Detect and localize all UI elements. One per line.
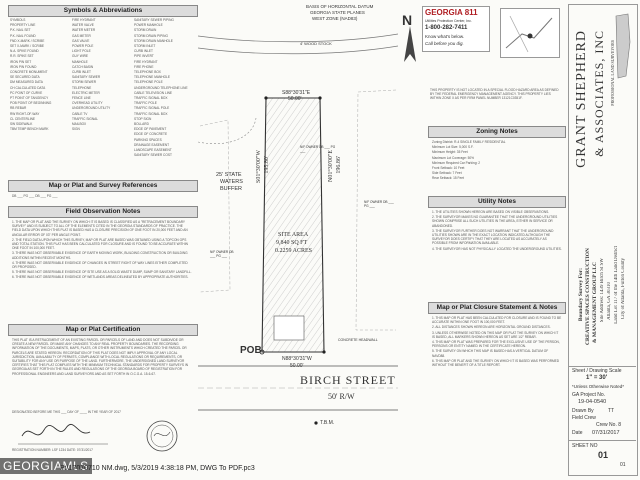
project-no-label: GA Project No. — [572, 392, 606, 398]
zoning-list — [432, 140, 562, 192]
symbol-row: SYMBOLS — [10, 18, 26, 22]
tbm-marker-icon — [314, 421, 317, 424]
field-note: 2. THE FIELD DATA UPON WHICH THIS SURVEY, MAP OR PLAT ARE BASED WAS OBTAINED USING A TOPCON GPS AND TOTAL STATION. THIS PLAT HAS BEEN CALCULATED FOR CLOSURE AND IS FOUND TO BE ACCURATE WITHIN ONE FOOT IN 100,000 FEET. — [12, 237, 188, 251]
symbols-column-1 — [10, 18, 70, 164]
bearing-left: S01°30'00"W — [256, 150, 262, 183]
references-text: DB ___ PG ___ DB ___ PG ___ — [12, 194, 58, 198]
project-line-3: & MANAGEMENT GROUP LLC — [592, 262, 598, 344]
symbol-row: PT POINT OF TANGENCY — [10, 96, 49, 101]
north-arrow-icon — [400, 26, 420, 66]
utility-title: Utility Notes — [428, 196, 566, 208]
symbols-column-3 — [134, 18, 196, 164]
symbol-row: TELEPHONE POLE — [134, 80, 163, 85]
sheet-no: 01 — [598, 450, 609, 460]
sheet-of: 01 — [620, 462, 626, 468]
bearing-bottom: N88°30'31"W — [282, 356, 312, 362]
project-no: 19-04-0540 — [578, 399, 607, 405]
symbol-row: TRAFFIC SIGNAL — [72, 116, 99, 121]
symbol-row: STORM DRAIN — [134, 28, 157, 33]
building-footprint — [274, 316, 304, 340]
symbol-row: STORM INLET — [134, 44, 156, 49]
symbol-row: TRAFFIC SIGNAL POLE — [134, 106, 170, 111]
symbol-row: PARKING SPACES — [134, 137, 162, 142]
drawn-label: Drawn By — [572, 408, 594, 414]
zoning-item: Minimum Height: 35 Feet — [432, 150, 468, 155]
symbol-row: SET X-MARK / SCRIBE — [10, 44, 44, 49]
symbol-row: SE SECURED DATA — [10, 75, 40, 80]
project-line-5: Atlanta, GA 30310 — [607, 282, 612, 320]
plat-cert-text: THIS PLAT IS A RETRACEMENT OF AN EXISTING PARCEL OR PARCELS OF LAND AND DOES NOT SUBDIVIDE OR CREATE A NEW PARCEL OR MAKE ANY CHANGES TO ANY REAL PROPERTY BOUNDARIES. THE RECORDING INFORMATION OF THE DOCUMENTS, MAPS, PLATS, OR OTHER INSTRUMENTS WHICH CREATED THE PARCEL OR PARCELS ARE STATED HEREON. RECORDATION OF THIS PLAT DOES NOT IMPLY APPROVAL OF ANY LOCAL JURISDICTION, AVAILABILITY OF PERMITS, COMPLIANCE WITH LOCAL REGULATIONS OR REQUIREMENTS, OR SUITABILITY FOR ANY USE OR PURPOSE OF THE LAND. FURTHERMORE, THE UNDERSIGNED LAND SURVEYOR CERTIFIES THAT THIS PLAT COMPLIES WITH THE MINIMUM TECHNICAL STANDARDS FOR PROPERTY SURVEYS IN GEORGIA AS SET FORTH IN THE RULES AND REGULATIONS OF THE GEORGIA BOARD OF REGISTRATION FOR PROFESSIONAL ENGINEERS AND LAND SURVEYORS AND AS SET FORTH IN O.C.G.A. 15-6-67. — [12, 338, 189, 376]
site-location-icon — [528, 34, 533, 39]
symbol-row: MAILBOX — [72, 122, 87, 127]
buffer-label-3: BUFFER — [220, 186, 242, 192]
neighbor-east: N/F OWNER DB ___ PG ___ — [364, 200, 394, 208]
dist-right: 196.86' — [336, 156, 342, 174]
dist-left: 195.80' — [264, 156, 270, 174]
flood-note: THIS PROPERTY IS NOT LOCATED IN A SPECIAL FLOOD HAZARD AREA AS DEFINED BY THE FEDERAL EMERGENCY MANAGEMENT AGENCY. THIS PROPERTY LIES WITHIN ZONE X AS PER FIRM PANEL NUMBER 13121C0351F. — [430, 88, 559, 101]
plat-cert-title: Map or Plat Certification — [8, 324, 198, 336]
symbol-row: FIRE PHONE — [134, 64, 154, 69]
company-name-1: GRANT SHEPHERD — [574, 30, 589, 168]
date-label: Date — [572, 430, 583, 436]
field-note: 1. THE MAP OR PLAT AND THE SURVEY ON WHICH IT IS BASED IS CLASSIFIED AS A "RETRACEMENT BOUNDARY SURVEY" AND IS SUBJECT TO ALL OF THE ELEMENTS CITED IN THE GEORGIA STANDARDS OF PRACTICE. THE FIELD DATA UPON WHICH THIS PLAT IS BASED HAS A CLOSURE PRECISION OF ONE FOOT IN 20,000 FEET AND AN ANGULAR ERROR OF 03" PER ANGLE POINT. — [12, 220, 188, 237]
symbol-row: FIRE HYDRANT — [134, 59, 158, 64]
utility-note: 1. THE UTILITIES SHOWN HEREON ARE BASED ON VISIBLE OBSERVATIONS. — [432, 210, 550, 214]
surveyor-signature-icon — [22, 424, 90, 436]
symbol-row: EDGE OF PAVEMENT — [134, 127, 167, 132]
georgia-state-icon — [614, 12, 632, 82]
buffer-label-2: WATERS — [220, 179, 243, 185]
closure-title: Map or Plat Closure Statement & Notes — [428, 302, 566, 314]
zoning-item: Rear Setback: 15 Feet — [432, 176, 464, 181]
utility-notes — [432, 210, 562, 298]
symbol-row: R.R. SPIKE SET — [10, 54, 34, 59]
concrete-label: CONCRETE HEADWALL — [338, 338, 378, 342]
references-title: Map or Plat and Survey References — [8, 180, 198, 192]
scale-note: *Unless Otherwise Noted* — [572, 384, 625, 389]
symbol-row: SANITARY SEWER COST — [134, 153, 172, 158]
field-note: 3. THERE WAS NOT OBSERVABLE EVIDENCE OF EARTH MOVING WORK, BUILDING CONSTRUCTION OR BUILDING ADDITIONS WITHIN RECENT MONTHS. — [12, 251, 188, 260]
symbol-row: GAS METER — [72, 33, 91, 38]
symbol-row: CH CALCULATED DATA — [10, 85, 46, 90]
closure-note: 1. THIS MAP OR PLAT HAS BEEN CALCULATED FOR CLOSURE AND IS FOUND TO BE ACCURATE WITHIN ONE FOOT IN 100,000 FEET. — [432, 316, 562, 325]
symbol-row: SANITARY SEWER — [72, 75, 101, 80]
sheet-size-label: Sheet / Drawing Scale — [572, 368, 622, 374]
symbol-row: RW RIGHT-OF-WAY — [10, 111, 40, 116]
symbol-row: POWER POLE — [72, 44, 94, 49]
symbol-row: FENCE LINE — [72, 96, 91, 101]
symbol-row: BOLLARD — [134, 122, 149, 127]
symbol-row: RB REBAR — [10, 106, 27, 111]
symbol-row: TRAFFIC SIGNAL BOX — [134, 111, 168, 116]
corner-pin-icon — [318, 96, 321, 99]
surveyor-seal-icon — [147, 421, 177, 451]
plat-cert-date: DESIGNATED BEFORE ME THIS ___ DAY OF ____ IN THE YEAR OF 2017 — [12, 410, 121, 414]
street-name: BIRCH STREET — [300, 373, 396, 387]
symbol-row: CURB INLET — [72, 70, 91, 75]
symbol-row: PC POINT OF CURVE — [10, 90, 43, 95]
symbol-row: STORM DRAIN MANHOLE — [134, 38, 173, 43]
dist-bottom: 50.00' — [290, 363, 304, 369]
project-line-1: Boundary Survey For: — [578, 268, 584, 322]
site-area-line-2: 9,840 SQ FT — [276, 240, 308, 246]
basis-line-2: GEORGIA STATE PLANES — [310, 10, 365, 15]
symbol-row: POB POINT OF BEGINNING — [10, 101, 52, 106]
symbol-row: WATER VALVE — [72, 23, 94, 28]
zoning-item: Zoning District: R-4 SINGLE FAMILY RESIDENTIAL — [432, 140, 506, 144]
symbol-row: CATCH BASIN — [72, 64, 94, 69]
symbol-row: N.A. SPIKE FOUND — [10, 49, 39, 54]
utility-note: 2. THE SURVEYOR MAKES NO GUARANTEE THAT THE UNDERGROUND UTILITIES SHOWN COMPRISE ALL SUCH UTILITIES IN THE AREA, EITHER IN SERVICE OR ABANDONED. — [432, 215, 558, 228]
symbol-row: CABLE TELEVISION LINE — [134, 90, 173, 95]
symbol-row: TBM TEMP BENCH MARK — [10, 127, 49, 132]
symbol-row: CURB INLET — [134, 49, 153, 54]
site-area-line-1: SITE AREA — [278, 232, 309, 238]
symbol-row: GAS VALVE — [72, 38, 90, 43]
date-value: 07/31/2017 — [592, 430, 620, 436]
zoning-item: Front Setback: 10 Feet — [432, 166, 465, 171]
field-crew-label: Field Crew — [572, 415, 596, 421]
symbol-row: CONCRETE MONUMENT — [10, 70, 48, 75]
symbol-row: CL CENTERLINE — [10, 116, 36, 121]
vicinity-map — [500, 8, 560, 58]
mls-watermark: GEORGIAMLS — [0, 458, 92, 474]
bearing-right: N01°30'00"E — [328, 150, 334, 182]
neighbor-west: N/F OWNER DB ___ PG ___ — [210, 250, 234, 258]
utility-note: 3. THE SURVEYOR FURTHER DOES NOT WARRANT THAT THE UNDERGROUND UTILITIES SHOWN ARE IN THE EXACT LOCATION INDICATED ALTHOUGH THE SURVEYOR DOES CERTIFY THAT THEY ARE LOCATED AS ACCURATELY AS POSSIBLE FROM INFORMATION AVAILABLE. — [432, 228, 554, 246]
symbol-row: EDGE OF CONCRETE — [134, 132, 168, 137]
company-name-2: & ASSOCIATES, INC — [592, 30, 606, 157]
zoning-item: Minimum Required Car Parking: 2 — [432, 160, 481, 165]
top-road-label: 4' WOOD STOCK — [300, 41, 332, 46]
symbol-row: TRAFFIC POLE — [134, 101, 157, 106]
scale-value: 1" = 30' — [586, 375, 608, 381]
symbol-row: IRON PIN FOUND — [10, 64, 37, 69]
symbol-row: PROPERTY LINE — [10, 23, 36, 28]
project-line-2: CREATIVE SPACES CONSTRUCTION — [585, 248, 591, 345]
symbol-row: FIRE HYDRANT — [72, 18, 96, 22]
zoning-item: Minimum Lot Size: 5,000 S.F. — [432, 145, 474, 150]
symbol-row: POWER MANHOLE — [134, 23, 163, 28]
symbol-row: TELEPHONE BOX — [134, 70, 161, 75]
symbol-row: STOP SIGN — [134, 116, 152, 121]
field-notes-title: Field Observation Notes — [8, 206, 198, 218]
symbol-row: DRAINAGE EASEMENT — [134, 142, 170, 147]
symbol-row: LANDSCAPE EASEMENT — [134, 148, 172, 153]
field-notes — [12, 220, 192, 320]
symbol-row: FND X-MARK / SCRIBE — [10, 38, 45, 43]
file-footer: P:\17070710 NM.dwg, 5/3/2019 4:38:18 PM, DWG To PDF.pc3 — [60, 465, 255, 472]
closure-note: 3. UNLESS OTHERWISE NOTED ON THIS MAP OR PLAT THE SURVEY ON WHICH IT IS BASED, ALL MARKERS SHOWN HEREON AS SET ARE 1/2" REBAR. — [432, 330, 559, 339]
corner-pin-icon — [322, 350, 325, 353]
symbol-row: STORM SEWER — [72, 80, 97, 85]
tbm-label: T.B.M. — [320, 420, 335, 426]
symbol-row: MANHOLE — [72, 59, 88, 64]
buffer-line — [198, 118, 256, 144]
closure-note: 5. THE SURVEY ON WHICH THIS MAP IS BASED HAS A VERTICAL DATUM OF NAVD88. — [432, 349, 549, 358]
dist-top: 50.00' — [288, 96, 302, 102]
field-note: 4. THERE WAS NOT OBSERVABLE EVIDENCE OF CHANGES IN STREET RIGHT OF WAY LINES EITHER COMPLETED OR PROPOSED. — [12, 260, 188, 270]
symbol-row: P.K. NAIL FOUND — [10, 33, 36, 38]
utility-note: 4. THE SURVEYOR HAS NOT PHYSICALLY LOCATED THE UNDERGROUND UTILITIES. — [432, 246, 562, 251]
zoning-item: Maximum Lot Coverage: 50% — [432, 155, 474, 160]
symbol-row: CABLE TV — [72, 111, 88, 116]
corner-pin-icon — [264, 96, 267, 99]
symbol-row: TRAFFIC SIGNAL BOX — [134, 96, 168, 101]
symbol-row: SIGN — [72, 127, 80, 132]
field-note: 6. THERE WAS NOT OBSERVABLE EVIDENCE OF WETLANDS AREAS DELINEATED BY APPROPRIATE AUTHORITIES. — [12, 275, 189, 280]
symbols-column-2 — [72, 18, 132, 164]
symbol-row: TELEPHONE — [72, 85, 92, 90]
pob-label: POB — [240, 345, 262, 356]
symbol-row: SW SIDEWALK — [10, 122, 33, 127]
bearing-top: S88°30'31"E — [282, 90, 311, 96]
sheet-label: SHEET NO — [572, 443, 598, 449]
symbol-row: OVERHEAD UTILITY — [72, 101, 103, 106]
symbol-row: SANITARY SEWER PIPING — [134, 18, 174, 22]
field-note: 5. THERE WAS NOT OBSERVABLE EVIDENCE OF SITE USE AS A SOLID WASTE DUMP, SUMP OR SANITARY LANDFILL. — [12, 270, 192, 275]
closure-notes — [432, 316, 562, 454]
symbol-row: UNDERGROUND UTILITY — [72, 106, 111, 111]
symbol-row: LIGHT POLE — [72, 49, 91, 54]
closure-note: 2. ALL DISTANCES SHOWN HEREON ARE HORIZONTAL GROUND DISTANCES. — [432, 325, 551, 330]
site-area-line-3: 0.2259 ACRES — [275, 248, 313, 254]
project-line-4: Site Address: 1439 Birch St SW — [600, 258, 605, 323]
project-line-7: City of Atlanta, Fulton County — [621, 258, 626, 320]
symbol-row: ELECTRIC METER — [72, 90, 100, 95]
symbol-row: WATER METER — [72, 28, 96, 33]
basis-title: BASIS OF HORIZONTAL DATUM — [306, 4, 374, 9]
registration-text: REGISTRATION NUMBER: LSF 1234 DATE: 07/31/2017 — [12, 448, 93, 452]
buffer-label-1: 25' STATE — [216, 172, 242, 178]
field-crew-value: Crew No. 8 — [596, 422, 622, 428]
company-sub: PROFESSIONAL LAND SURVEYORS — [610, 40, 615, 106]
closure-note: 4. THIS MAP OR PLAT WAS PREPARED FOR THE EXCLUSIVE USE OF THE PERSON, PERSONS OR ENTITY NAMED IN THE CERTIFICATE HEREON. — [432, 340, 560, 349]
project-line-6: Land Lot 117 of the 14th Land District — [614, 246, 619, 324]
neighbor-north: N/F OWNER DB ___ PG ___ — [300, 145, 336, 153]
symbol-row: P.K. NAIL SET — [10, 28, 31, 33]
basis-line-3: WEST ZONE (NAD83) — [312, 16, 358, 21]
symbol-row: PIPE INVERT — [134, 54, 154, 59]
symbol-row: GUY WIRE — [72, 54, 89, 59]
zoning-item: Side Setback: 7 Feet — [432, 171, 462, 176]
symbol-row: DM MEASURED DATA — [10, 80, 43, 85]
symbol-row: TELEPHONE MANHOLE — [134, 75, 170, 80]
symbol-row: UNDERGROUND TELEPHONE LINE — [134, 85, 188, 90]
georgia811-logo: GEORGIA 811 Utilities Protection Center, Inc. 1-800-282-7411 Know what's below. Call before you dig. — [422, 6, 490, 52]
zoning-title: Zoning Notes — [428, 126, 566, 138]
street-row: 50' R/W — [328, 392, 355, 401]
symbol-row: STORM DRAIN PIPING — [134, 33, 168, 38]
north-label: N — [402, 12, 413, 28]
closure-note: 6. THIS MAP OR PLAT AND THE SURVEY ON WHICH IT IS BASED WAS PERFORMED WITHOUT THE BENEFIT OF A TITLE REPORT. — [432, 358, 560, 368]
symbol-row: IRON PIN SET — [10, 59, 32, 64]
drawn-value: TT — [608, 408, 615, 414]
lot-boundary — [262, 98, 324, 352]
symbols-title: Symbols & Abbreviations — [8, 5, 198, 17]
